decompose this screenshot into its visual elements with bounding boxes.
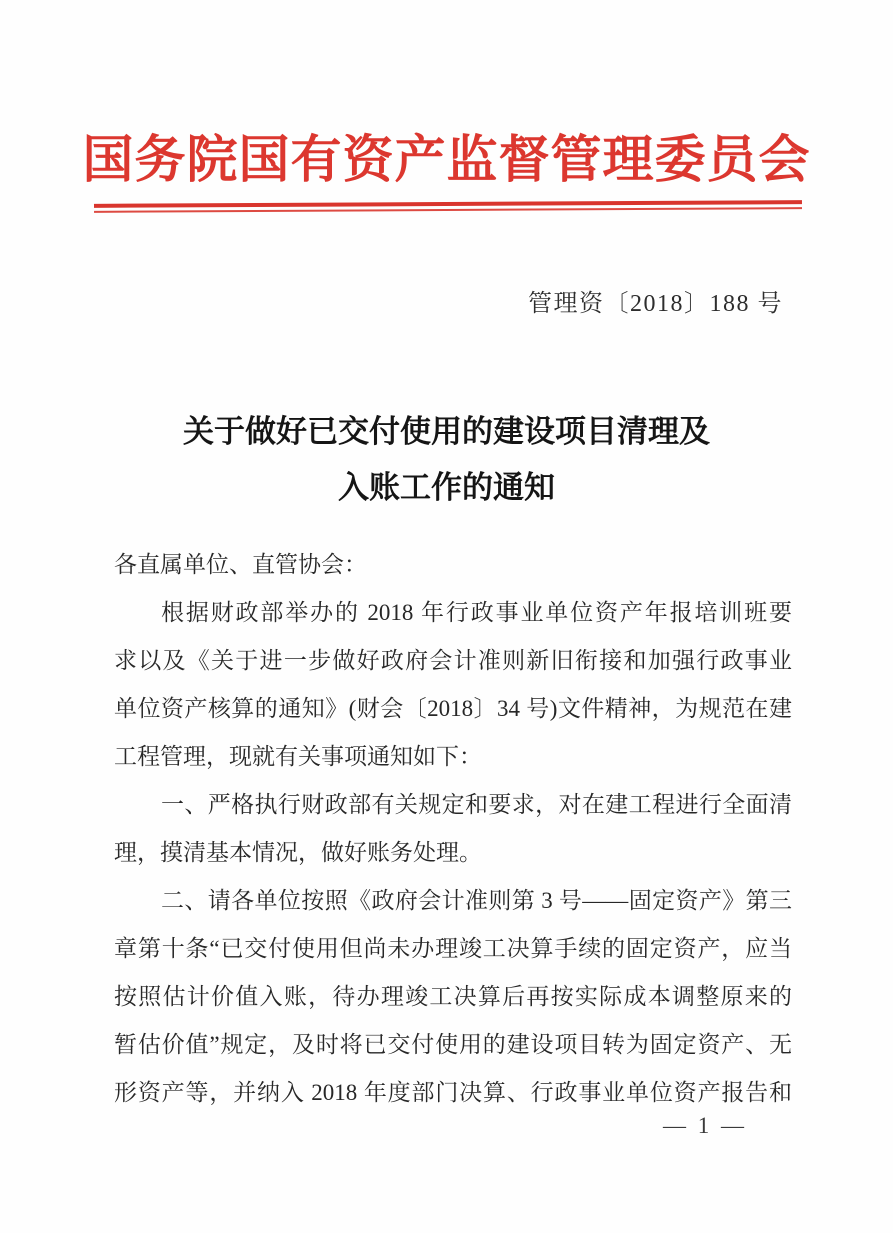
page-number: — 1 — (663, 1113, 747, 1138)
body-line: 求以及《关于进一步做好政府会计准则新旧衔接和加强行政事业 (114, 648, 792, 673)
document-title-line-1: 关于做好已交付使用的建设项目清理及 (183, 414, 710, 449)
letterhead-rule-thin (94, 207, 802, 213)
body-line: 理，摸清基本情况，做好账务处理。 (114, 840, 482, 865)
body-line: 按照估计价值入账，待办理竣工决算后再按实际成本调整原来的 (114, 984, 792, 1009)
document-body (114, 541, 792, 1117)
salutation-line: 各直属单位、直管协会： (114, 552, 367, 577)
document-number: 管理资〔2018〕188 号 (528, 291, 783, 317)
body-line: 章第十条“已交付使用但尚未办理竣工决算手续的固定资产，应当 (114, 936, 792, 961)
body-line: 根据财政部举办的 2018 年行政事业单位资产年报培训班要 (161, 600, 792, 625)
document-title-line-2: 入账工作的通知 (338, 470, 555, 505)
letterhead-rule (94, 200, 802, 213)
body-line: 暂估价值”规定，及时将已交付使用的建设项目转为固定资产、无 (114, 1032, 792, 1057)
letterhead-agency-name: 国务院国有资产监督管理委员会 (82, 133, 811, 189)
body-line: 形资产等，并纳入 2018 年度部门决算、行政事业单位资产报告和 (114, 1080, 792, 1105)
document-title (0, 404, 893, 516)
body-line-item-2: 二、请各单位按照《政府会计准则第 3 号——固定资产》第三 (161, 888, 792, 913)
body-line: 单位资产核算的通知》(财会〔2018〕34 号)文件精神，为规范在建 (114, 696, 792, 721)
body-line: 工程管理，现就有关事项通知如下： (114, 744, 482, 769)
letterhead-rule-thick (94, 200, 802, 208)
body-line-item-1: 一、严格执行财政部有关规定和要求，对在建工程进行全面清 (161, 792, 792, 817)
